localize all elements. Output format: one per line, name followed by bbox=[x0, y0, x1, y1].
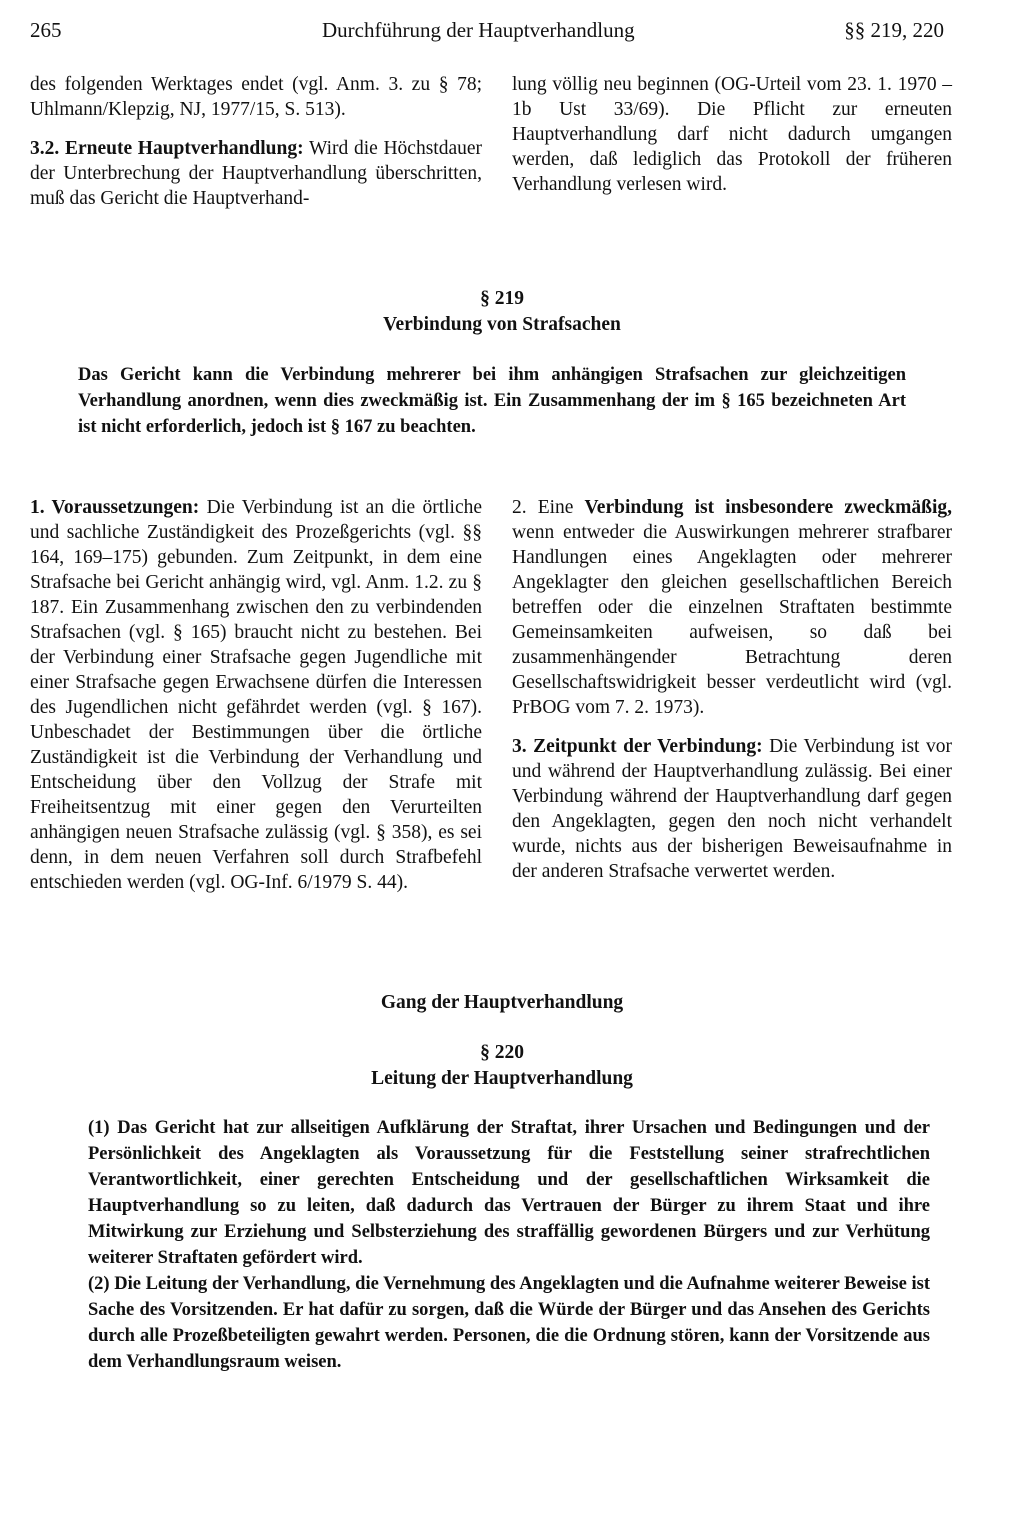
section-220-heading bbox=[30, 1040, 974, 1092]
section-219-title: Verbindung von Strafsachen bbox=[383, 314, 621, 335]
note-3-2-text: Wird die Höchstdauer der Unterbrechung der Hauptverhandlung überschritten, muß das Gericht die Hauptverhand- bbox=[30, 138, 483, 209]
page-header bbox=[30, 18, 944, 50]
commentary-right-column bbox=[512, 495, 952, 884]
note-3-heading: 3. Zeitpunkt der Verbindung: bbox=[512, 736, 763, 757]
section-220-para-1: (1) Das Gericht hat zur allseitigen Aufklärung der Straftat, ihrer Ursachen und Bedingungen und der Persönlichkeit des Angeklagten als Voraussetzung für die Feststellung seiner strafrechtlichen Verantwortlichkeit, einer gerechten Entscheidung und der gesellschaftlichen Wirksamkeit die Hauptverhandlung so zu leiten, daß dadurch das Vertrauen der Bürger zu ihrem Staat und ihre Mitwirkung zur Erziehung und Selbsterziehung des straffällig gewordenen Bürgers und zur Verhütung weiterer Straftaten gefördert wird. bbox=[88, 1118, 930, 1268]
commentary-left-column bbox=[30, 495, 482, 895]
note-2-text: wenn entweder die Auswirkungen mehrerer strafbarer Handlungen eines Angeklagten oder mehrerer Angeklagter den gleichen gesellschaftlichen Bereich betreffen oder die einzelnen Straftaten bestimmte Gemeinsamkeiten aufweisen, so daß bei zusammenhängender Betrachtung deren Gesellschaftswidrigkeit besser verdeutlicht wird (vgl. PrBOG vom 7. 2. 1973). bbox=[512, 522, 952, 718]
section-220-law-text bbox=[88, 1115, 930, 1375]
note-1-heading: 1. Voraussetzungen: bbox=[30, 497, 200, 518]
section-220-para-2: (2) Die Leitung der Verhandlung, die Vernehmung des Angeklagten und die Aufnahme weiterer Beweise ist Sache des Vorsitzenden. Er hat dafür zu sorgen, daß die Würde der Bürger und das Ansehen des Gerichts durch alle Prozeßbeteiligten gewahrt werden. Personen, die die Ordnung stören, kann der Vorsitzende aus dem Verhandlungsraum weisen. bbox=[88, 1274, 930, 1372]
chapter-heading: Gang der Hauptverhandlung bbox=[380, 992, 624, 1013]
note-1-text: Die Verbindung ist an die örtliche und sachliche Zuständigkeit des Prozeßgerichts (vgl. §§ 164, 169–175) gebunden. Zum Zeitpunkt, in dem eine Strafsache bei Gericht anhängig wird, vgl. Anm. 1.2. zu § 187. Ein Zusammenhang zwischen den zu verbindenden Strafsachen (vgl. § 165) braucht nicht zu bestehen. Bei der Verbindung einer Strafsache gegen Jugendliche mit einer Strafsache gegen Erwachsene dürfen die Interessen des Jugendlichen nicht gefährdet werden (vgl. § 167). Unbeschadet der Bestimmungen über die örtliche Zuständigkeit ist die Verbindung der Verhandlung und Entscheidung über den Vollzug der Strafe mit Freiheitsentzug mit einer gegen den Verurteilten anhängigen neuen Strafsache zulässig (vgl. § 358), es sei denn, in dem neuen Verfahren soll durch Strafbefehl entschieden werden (vgl. OG-Inf. 6/1979 S. 44). bbox=[30, 497, 483, 893]
top-left-column bbox=[30, 72, 482, 211]
section-219-law-text bbox=[78, 362, 906, 440]
section-220-title: Leitung der Hauptverhandlung bbox=[371, 1068, 633, 1089]
continuation-paragraph: des folgenden Werktages endet (vgl. Anm. 3. zu § 78; Uhlmann/Klepzig, NJ, 1977/15, S. 513). bbox=[30, 74, 482, 120]
note-2 bbox=[512, 495, 952, 720]
note-3-2-heading: 3.2. Erneute Hauptverhandlung: bbox=[30, 138, 304, 159]
note-2-prefix: 2. Eine bbox=[512, 497, 574, 518]
note-1 bbox=[30, 495, 482, 895]
note-3 bbox=[512, 734, 952, 884]
section-220-number: § 220 bbox=[480, 1042, 524, 1063]
running-title: Durchführung der Hauptverhandlung bbox=[322, 18, 635, 42]
page-number: 265 bbox=[30, 18, 62, 42]
continuation-right-paragraph: lung völlig neu beginnen (OG-Urteil vom 23. 1. 1970 – 1b Ust 33/69). Die Pflicht zur erneuten Hauptverhandlung darf nicht dadurch umgangen werden, daß lediglich das Protokoll der früheren Verhandlung verlesen wird. bbox=[512, 74, 952, 195]
section-219-heading bbox=[30, 286, 974, 338]
section-range: §§ 219, 220 bbox=[844, 18, 944, 42]
section-219-number: § 219 bbox=[480, 288, 524, 309]
note-3-text: Die Verbindung ist vor und während der Hauptverhandlung zulässig. Bei einer Verbindung während der Hauptverhandlung darf gegen den Angeklagten, gegen den noch nicht verhandelt wurde, nichts aus der bisherigen Beweisaufnahme in der anderen Strafsache verwertet werden. bbox=[512, 736, 952, 882]
top-right-column bbox=[512, 72, 952, 197]
note-3-2 bbox=[30, 136, 482, 211]
section-219-law-paragraph: Das Gericht kann die Verbindung mehrerer bei ihm anhängigen Strafsachen zur gleichzeitigen Verhandlung anordnen, wenn dies zweckmäßig ist. Ein Zusammenhang der im § 165 bezeichneten Art ist nicht erforderlich, jedoch ist § 167 zu beachten. bbox=[78, 365, 906, 437]
note-2-bold: Verbindung ist insbesondere zweckmäßig, bbox=[584, 497, 953, 518]
